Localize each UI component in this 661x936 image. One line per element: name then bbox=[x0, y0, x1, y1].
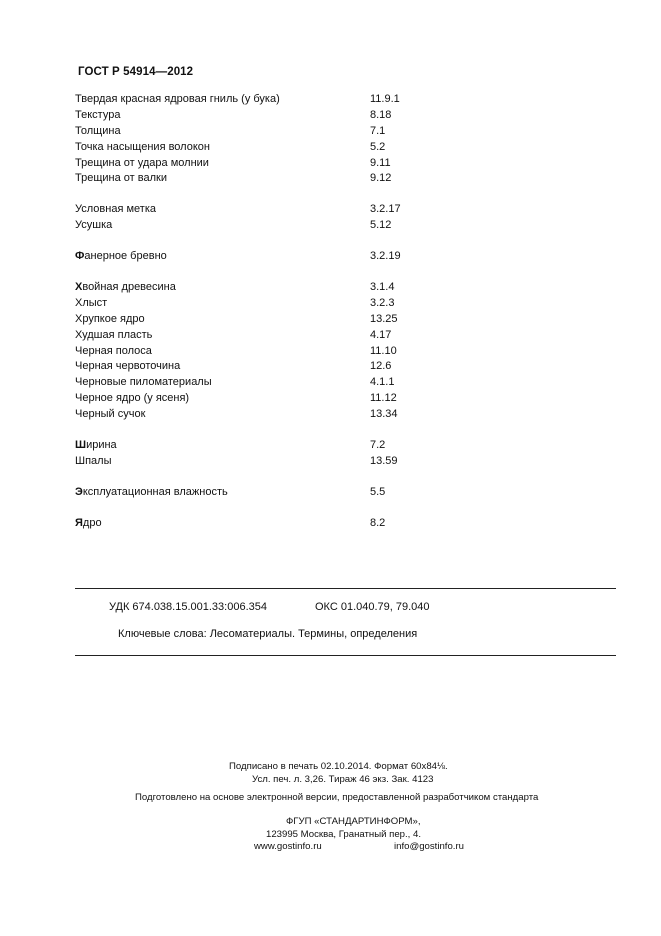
index-term bbox=[75, 171, 167, 187]
index-term-text: ерная червоточина bbox=[82, 360, 181, 373]
index-term-initial: Ф bbox=[75, 250, 85, 263]
index-term-initial: Х bbox=[75, 328, 83, 341]
index-term-text: рещина от валки bbox=[81, 172, 167, 185]
index-section-ref: 7.2 bbox=[370, 439, 386, 452]
index-entry bbox=[75, 344, 495, 360]
index-term-initial: Ш bbox=[75, 454, 86, 467]
index-term bbox=[75, 407, 145, 423]
index-term-text: ерновые пиломатериалы bbox=[82, 376, 212, 389]
index-entry bbox=[75, 280, 495, 296]
index-term bbox=[75, 249, 167, 265]
index-term-text: ирина bbox=[86, 439, 117, 452]
index-term-initial: У bbox=[75, 219, 82, 232]
index-group bbox=[75, 92, 495, 187]
index-entry bbox=[75, 516, 495, 532]
index-entry bbox=[75, 312, 495, 328]
index-term-text: палы bbox=[85, 454, 112, 467]
index-term bbox=[75, 218, 112, 234]
index-section-ref: 3.1.4 bbox=[370, 281, 395, 294]
index-term bbox=[75, 296, 107, 312]
index-term bbox=[75, 485, 228, 501]
index-term-text: олщина bbox=[80, 124, 121, 137]
index-group bbox=[75, 280, 495, 423]
index-term-initial: Х bbox=[75, 312, 83, 325]
index-term bbox=[75, 124, 121, 140]
index-entry bbox=[75, 359, 495, 375]
index-term bbox=[75, 375, 212, 391]
index-term-initial: Т bbox=[75, 156, 82, 169]
index-term-initial: Т bbox=[75, 124, 81, 137]
index-term-initial: Ч bbox=[75, 360, 83, 373]
index-term bbox=[75, 92, 280, 108]
index-section-ref: 11.9.1 bbox=[370, 93, 400, 105]
index-entry bbox=[75, 140, 495, 156]
index-term bbox=[75, 280, 176, 296]
index-section-ref: 5.5 bbox=[370, 485, 386, 498]
index-term-initial: Т bbox=[75, 172, 82, 185]
index-section-ref: 13.25 bbox=[370, 312, 398, 325]
prepared-note: Подготовлено на основе электронной версии, предоставленной разработчиком стандарта bbox=[135, 792, 539, 803]
footer-bottom-rule bbox=[75, 655, 616, 656]
index-term-text: ерный сучок bbox=[82, 408, 146, 421]
publisher-email[interactable]: info@gostinfo.ru bbox=[394, 841, 465, 852]
publisher-address: 123995 Москва, Гранатный пер., 4. bbox=[266, 829, 421, 840]
index-term-initial: Х bbox=[75, 281, 83, 294]
index-entry bbox=[75, 438, 495, 454]
index-term-text: словная метка bbox=[81, 203, 156, 216]
index-term-initial: Ч bbox=[75, 408, 83, 421]
index-section-ref: 13.34 bbox=[370, 408, 398, 421]
index-section-ref: 9.12 bbox=[370, 172, 392, 185]
index-entry bbox=[75, 124, 495, 140]
index-entry bbox=[75, 92, 495, 108]
index-group bbox=[75, 485, 495, 501]
index-term-text: рупкое ядро bbox=[82, 312, 145, 325]
index-term-text: ерное ядро (у ясеня) bbox=[82, 392, 190, 405]
index-section-ref: 8.2 bbox=[370, 516, 386, 529]
index-term-text: ерная полоса bbox=[82, 344, 152, 357]
index-section-ref: 3.2.3 bbox=[370, 296, 395, 309]
alphabetical-index bbox=[75, 92, 495, 547]
index-entry bbox=[75, 108, 495, 124]
index-entry bbox=[75, 202, 495, 218]
print-details: Усл. печ. л. 3,26. Тираж 46 экз. Зак. 4123 bbox=[252, 774, 434, 785]
index-entry bbox=[75, 328, 495, 344]
index-term bbox=[75, 156, 209, 172]
index-entry bbox=[75, 375, 495, 391]
index-term-text: удшая пласть bbox=[82, 328, 153, 341]
standard-header: ГОСТ Р 54914—2012 bbox=[78, 66, 194, 78]
index-term-initial: Я bbox=[75, 516, 83, 529]
index-term bbox=[75, 516, 102, 532]
index-term bbox=[75, 108, 120, 124]
index-group bbox=[75, 249, 495, 265]
index-entry bbox=[75, 156, 495, 172]
index-group bbox=[75, 202, 495, 234]
index-entry bbox=[75, 485, 495, 501]
index-term bbox=[75, 391, 189, 407]
index-term-text: сушка bbox=[81, 219, 113, 232]
index-section-ref: 13.59 bbox=[370, 454, 398, 467]
index-term bbox=[75, 328, 152, 344]
udk-code: УДК 674.038.15.001.33:006.354 bbox=[109, 601, 267, 613]
index-section-ref: 7.1 bbox=[370, 124, 386, 137]
publisher-name: ФГУП «СТАНДАРТИНФОРМ», bbox=[286, 816, 421, 827]
index-section-ref: 3.2.17 bbox=[370, 203, 401, 216]
index-section-ref: 5.12 bbox=[370, 219, 392, 232]
index-term-initial: Ч bbox=[75, 344, 83, 357]
index-term bbox=[75, 438, 117, 454]
index-entry bbox=[75, 249, 495, 265]
index-term-initial: Х bbox=[75, 296, 83, 309]
index-term-initial: Э bbox=[75, 485, 83, 498]
index-section-ref: 4.1.1 bbox=[370, 376, 395, 389]
index-term bbox=[75, 202, 156, 218]
index-entry bbox=[75, 407, 495, 423]
index-section-ref: 4.17 bbox=[370, 328, 392, 341]
index-term bbox=[75, 140, 210, 156]
index-section-ref: 8.18 bbox=[370, 108, 392, 121]
index-term-text: ксплуатационная влажность bbox=[82, 485, 228, 498]
index-term-text: рещина от удара молнии bbox=[81, 156, 209, 169]
index-entry bbox=[75, 218, 495, 234]
index-term-text: очка насыщения волокон bbox=[80, 140, 210, 153]
index-section-ref: 5.2 bbox=[370, 140, 386, 153]
index-term bbox=[75, 344, 152, 360]
index-term-text: дро bbox=[82, 516, 102, 529]
index-entry bbox=[75, 454, 495, 470]
keywords-line: Ключевые слова: Лесоматериалы. Термины, определения bbox=[118, 628, 418, 640]
index-section-ref: 12.6 bbox=[370, 360, 392, 373]
oks-code: ОКС 01.040.79, 79.040 bbox=[315, 601, 430, 613]
index-term-text: лыст bbox=[82, 296, 108, 309]
index-term bbox=[75, 359, 180, 375]
index-term-text: вердая красная ядровая гниль (у бука) bbox=[81, 93, 280, 105]
index-entry bbox=[75, 171, 495, 187]
signed-for-print: Подписано в печать 02.10.2014. Формат 60x84⅛. bbox=[229, 761, 448, 772]
index-section-ref: 11.10 bbox=[370, 344, 397, 357]
index-term-initial: Ш bbox=[75, 439, 87, 452]
index-term bbox=[75, 312, 145, 328]
index-term-text: екстура bbox=[81, 108, 121, 121]
index-entry bbox=[75, 296, 495, 312]
index-term-initial: У bbox=[75, 203, 82, 216]
index-section-ref: 3.2.19 bbox=[370, 250, 401, 263]
index-section-ref: 9.11 bbox=[370, 156, 391, 169]
index-term-text: войная древесина bbox=[82, 281, 176, 294]
index-group bbox=[75, 516, 495, 532]
index-term-initial: Ч bbox=[75, 392, 83, 405]
footer-top-rule bbox=[75, 588, 616, 589]
index-term-initial: Ч bbox=[75, 376, 83, 389]
index-term-initial: Т bbox=[75, 140, 81, 153]
index-term-initial: Т bbox=[75, 93, 82, 105]
index-section-ref: 11.12 bbox=[370, 392, 397, 405]
index-term-initial: Т bbox=[75, 108, 82, 121]
index-group bbox=[75, 438, 495, 470]
index-term bbox=[75, 454, 112, 470]
publisher-website[interactable]: www.gostinfo.ru bbox=[254, 841, 322, 852]
index-entry bbox=[75, 391, 495, 407]
index-term-text: анерное бревно bbox=[84, 250, 167, 263]
